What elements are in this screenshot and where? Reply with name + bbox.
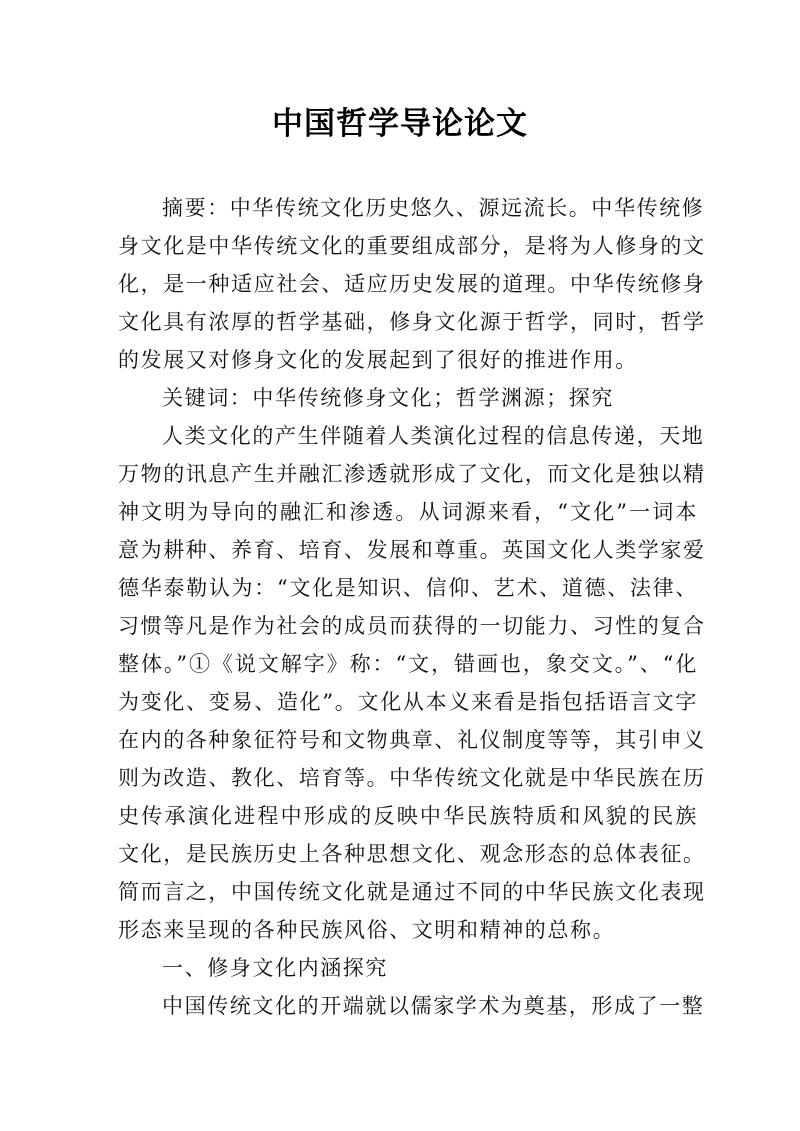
paragraph-body-line: 德华泰勒认为：“文化是知识、信仰、艺术、道德、法律、 [118, 576, 698, 600]
section-heading: 一、修身文化内涵探究 [162, 956, 388, 980]
paragraph-body-line: 为变化、变易、造化”。文化从本义来看是指包括语言文字 [118, 690, 698, 714]
paragraph-abstract-line: 摘要：中华传统文化历史悠久、源远流长。中华传统修 [162, 196, 705, 220]
paragraph-body-line: 人类文化的产生伴随着人类演化过程的信息传递，天地 [162, 424, 705, 448]
paragraph-body-line: 文化，是民族历史上各种思想文化、观念形态的总体表征。 [118, 842, 706, 866]
paragraph-body-line: 在内的各种象征符号和文物典章、礼仪制度等等，其引申义 [118, 728, 706, 752]
paragraph-body-line: 万物的讯息产生并融汇渗透就形成了文化，而文化是独以精 [118, 462, 706, 486]
paragraph-abstract-line: 化，是一种适应社会、适应历史发展的道理。中华传统修身 [118, 272, 706, 296]
paragraph-body-line: 神文明为导向的融汇和渗透。从词源来看，“文化”一词本 [118, 500, 698, 524]
paragraph-abstract-line: 文化具有浓厚的哲学基础，修身文化源于哲学，同时，哲学 [118, 310, 706, 334]
paragraph-body-line: 则为改造、教化、培育等。中华传统文化就是中华民族在历 [118, 766, 706, 790]
paragraph-body-line: 史传承演化进程中形成的反映中华民族特质和风貌的民族 [118, 804, 698, 828]
paragraph-body-line: 简而言之，中国传统文化就是通过不同的中华民族文化表现 [118, 880, 706, 904]
paragraph-body-line: 意为耕种、养育、培育、发展和尊重。英国文化人类学家爱 [118, 538, 706, 562]
paragraph-body-line: 整体。”①《说文解字》称：“文，错画也，象交文。”、“化 [118, 652, 698, 676]
keywords-line: 关键词：中华传统修身文化；哲学渊源；探究 [162, 386, 614, 410]
document-body [118, 189, 706, 1025]
paragraph-body-line: 形态来呈现的各种民族风俗、文明和精神的总称。 [118, 918, 616, 942]
paragraph-abstract-line: 身文化是中华传统文化的重要组成部分，是将为人修身的文 [118, 234, 706, 258]
document-title: 中国哲学导论论文 [272, 106, 528, 142]
paragraph-body-line: 中国传统文化的开端就以儒家学术为奠基，形成了一整 [162, 994, 705, 1018]
paragraph-body-line: 习惯等凡是作为社会的成员而获得的一切能力、习性的复合 [118, 614, 706, 638]
paragraph-abstract-line: 的发展又对修身文化的发展起到了很好的推进作用。 [118, 348, 638, 372]
